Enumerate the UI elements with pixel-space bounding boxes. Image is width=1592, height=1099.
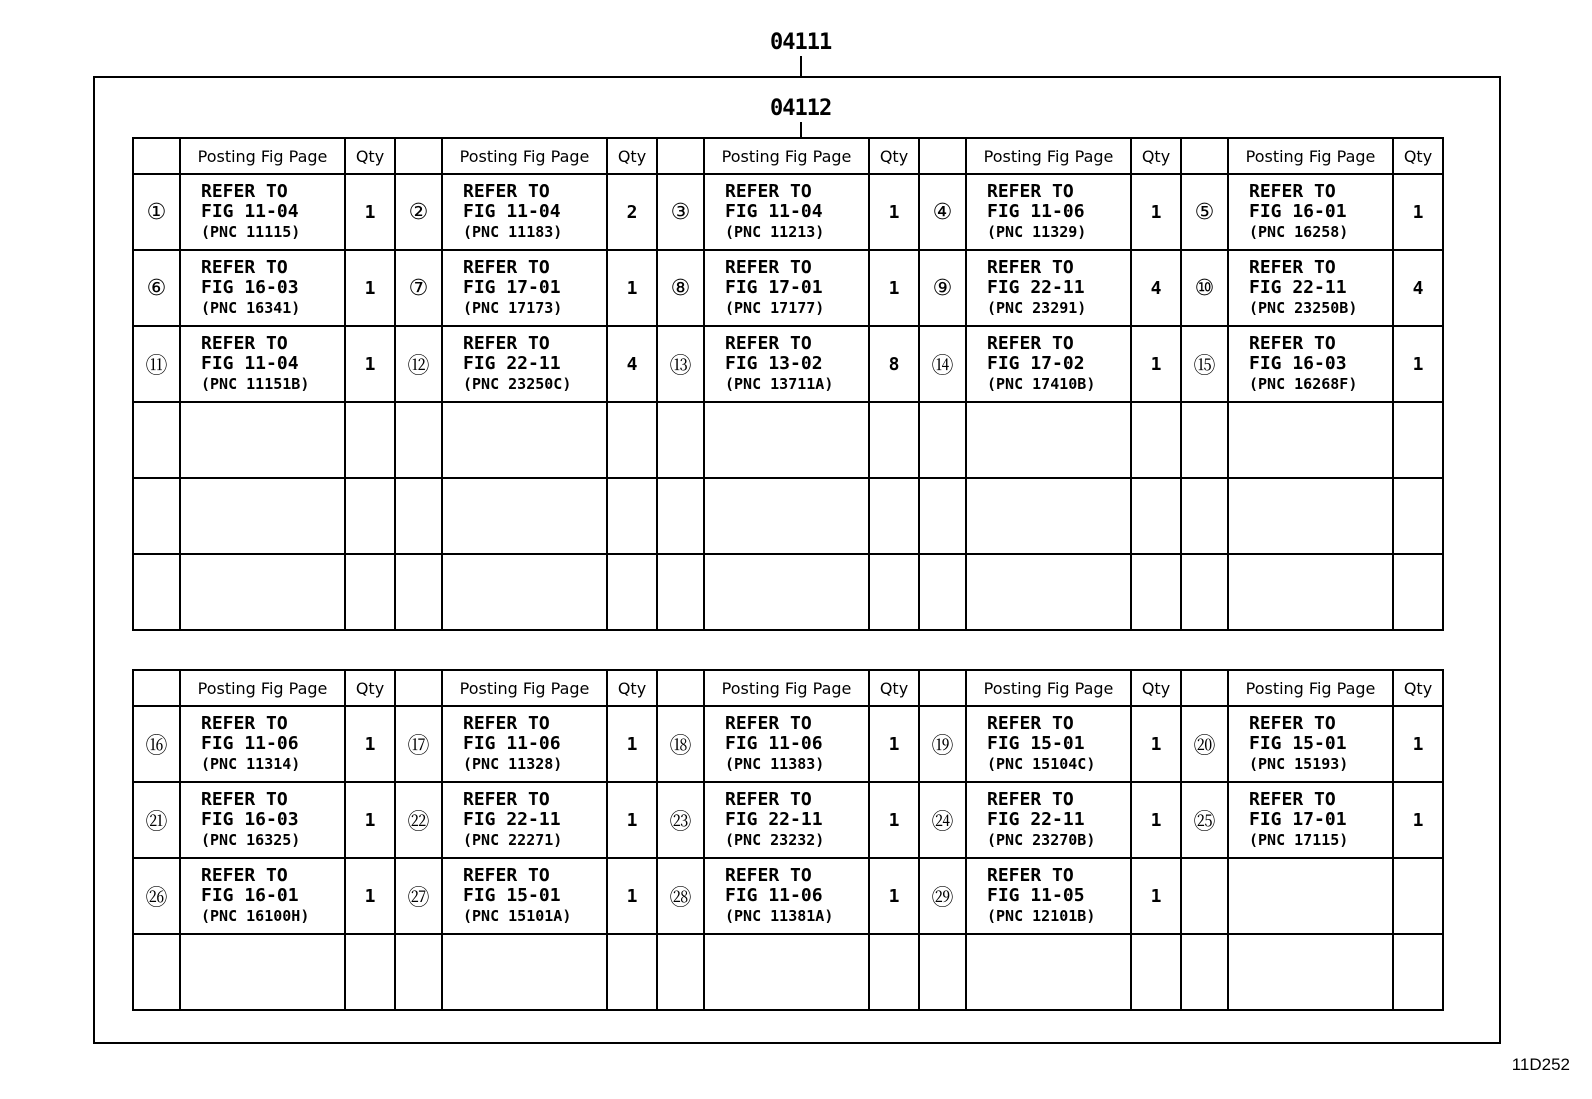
reference-cell bbox=[704, 782, 869, 858]
refer-to-text: REFER TO bbox=[463, 181, 550, 202]
header-number-cell bbox=[133, 138, 180, 174]
refer-to-text: REFER TO bbox=[1249, 181, 1336, 202]
qty-value: 1 bbox=[345, 858, 395, 934]
reference-cell bbox=[704, 478, 869, 554]
refer-to-text: REFER TO bbox=[1249, 333, 1336, 354]
refer-to-text: REFER TO bbox=[725, 257, 812, 278]
pnc-text: (PNC 16258) bbox=[1249, 223, 1349, 241]
reference-cell bbox=[966, 250, 1131, 326]
reference-cell bbox=[180, 934, 345, 1010]
reference-cell bbox=[180, 554, 345, 630]
refer-to-text: REFER TO bbox=[463, 257, 550, 278]
reference-cell bbox=[704, 174, 869, 250]
table-row bbox=[133, 782, 1443, 858]
header-number-cell bbox=[657, 138, 704, 174]
fig-page-text: FIG 22-11 bbox=[1249, 277, 1347, 298]
item-number: ㉑ bbox=[133, 782, 180, 858]
reference-cell bbox=[966, 554, 1131, 630]
refer-to-text: REFER TO bbox=[1249, 713, 1336, 734]
qty-value: 4 bbox=[1131, 250, 1181, 326]
item-number: ㉙ bbox=[919, 858, 966, 934]
table-row bbox=[133, 250, 1443, 326]
item-number bbox=[1181, 554, 1228, 630]
pnc-text: (PNC 11381A) bbox=[725, 907, 834, 925]
item-number bbox=[919, 554, 966, 630]
item-number bbox=[1181, 858, 1228, 934]
fig-page-text: FIG 16-03 bbox=[1249, 353, 1347, 374]
reference-cell bbox=[704, 858, 869, 934]
qty-value: 1 bbox=[869, 250, 919, 326]
pnc-text: (PNC 17173) bbox=[463, 299, 563, 317]
reference-cell bbox=[1228, 478, 1393, 554]
refer-to-text: REFER TO bbox=[201, 713, 288, 734]
item-number bbox=[133, 554, 180, 630]
pnc-text: (PNC 16268F) bbox=[1249, 375, 1358, 393]
pnc-text: (PNC 17410B) bbox=[987, 375, 1096, 393]
item-number: ㉒ bbox=[395, 782, 442, 858]
reference-cell bbox=[442, 858, 607, 934]
figure-code: 11D252 bbox=[1511, 1055, 1570, 1074]
reference-cell bbox=[966, 478, 1131, 554]
header-qty: Qty bbox=[1131, 138, 1181, 174]
fig-page-text: FIG 17-02 bbox=[987, 353, 1085, 374]
reference-cell bbox=[180, 174, 345, 250]
fig-page-text: FIG 11-04 bbox=[201, 201, 299, 222]
fig-page-text: FIG 16-03 bbox=[201, 277, 299, 298]
item-number: ⑧ bbox=[657, 250, 704, 326]
item-number: ㉖ bbox=[133, 858, 180, 934]
qty-value: 1 bbox=[1131, 174, 1181, 250]
pnc-text: (PNC 11314) bbox=[201, 755, 301, 773]
qty-value bbox=[345, 554, 395, 630]
qty-value bbox=[1131, 554, 1181, 630]
qty-value bbox=[1131, 478, 1181, 554]
refer-to-text: REFER TO bbox=[463, 333, 550, 354]
qty-value: 1 bbox=[607, 706, 657, 782]
pnc-text: (PNC 15101A) bbox=[463, 907, 572, 925]
header-qty: Qty bbox=[1393, 138, 1443, 174]
qty-value: 1 bbox=[1131, 706, 1181, 782]
fig-page-text: FIG 22-11 bbox=[725, 809, 823, 830]
fig-page-text: FIG 17-01 bbox=[725, 277, 823, 298]
header-qty: Qty bbox=[607, 670, 657, 706]
table-row bbox=[133, 706, 1443, 782]
reference-cell bbox=[1228, 402, 1393, 478]
item-number: ⑳ bbox=[1181, 706, 1228, 782]
item-number: ㉔ bbox=[919, 782, 966, 858]
item-number: ⑪ bbox=[133, 326, 180, 402]
reference-cell bbox=[966, 402, 1131, 478]
reference-cell bbox=[704, 326, 869, 402]
header-posting-fig-page: Posting Fig Page bbox=[704, 138, 869, 174]
reference-cell bbox=[1228, 326, 1393, 402]
header-qty: Qty bbox=[1393, 670, 1443, 706]
item-number bbox=[657, 554, 704, 630]
reference-cell bbox=[180, 402, 345, 478]
item-number: ⑩ bbox=[1181, 250, 1228, 326]
qty-value: 2 bbox=[607, 174, 657, 250]
item-number: ⑮ bbox=[1181, 326, 1228, 402]
table-row bbox=[133, 478, 1443, 554]
header-number-cell bbox=[919, 138, 966, 174]
reference-cell bbox=[966, 782, 1131, 858]
item-number bbox=[919, 478, 966, 554]
header-posting-fig-page: Posting Fig Page bbox=[1228, 670, 1393, 706]
header-number-cell bbox=[657, 670, 704, 706]
item-number: ㉗ bbox=[395, 858, 442, 934]
refer-to-text: REFER TO bbox=[1249, 257, 1336, 278]
header-qty: Qty bbox=[1131, 670, 1181, 706]
header-number-cell bbox=[395, 670, 442, 706]
item-number: ㉓ bbox=[657, 782, 704, 858]
item-number bbox=[657, 478, 704, 554]
fig-page-text: FIG 11-04 bbox=[725, 201, 823, 222]
item-number bbox=[395, 402, 442, 478]
fig-page-text: FIG 22-11 bbox=[463, 353, 561, 374]
assembly-label-04112: 04112 bbox=[770, 96, 832, 121]
item-number bbox=[395, 478, 442, 554]
refer-to-text: REFER TO bbox=[725, 789, 812, 810]
pnc-text: (PNC 22271) bbox=[463, 831, 563, 849]
reference-cell bbox=[704, 250, 869, 326]
header-qty: Qty bbox=[869, 138, 919, 174]
item-number: ㉘ bbox=[657, 858, 704, 934]
reference-cell bbox=[1228, 554, 1393, 630]
reference-cell bbox=[180, 478, 345, 554]
pnc-text: (PNC 16341) bbox=[201, 299, 301, 317]
pnc-text: (PNC 12101B) bbox=[987, 907, 1096, 925]
reference-cell bbox=[704, 706, 869, 782]
assembly-label-04111: 04111 bbox=[770, 30, 832, 55]
item-number: ㉕ bbox=[1181, 782, 1228, 858]
reference-cell bbox=[442, 478, 607, 554]
refer-to-text: REFER TO bbox=[201, 181, 288, 202]
pnc-text: (PNC 11328) bbox=[463, 755, 563, 773]
qty-value bbox=[869, 554, 919, 630]
qty-value: 1 bbox=[345, 174, 395, 250]
qty-value bbox=[345, 934, 395, 1010]
reference-cell bbox=[442, 554, 607, 630]
qty-value bbox=[607, 554, 657, 630]
item-number bbox=[1181, 934, 1228, 1010]
header-posting-fig-page: Posting Fig Page bbox=[442, 138, 607, 174]
reference-cell bbox=[1228, 250, 1393, 326]
table-row bbox=[133, 402, 1443, 478]
refer-to-text: REFER TO bbox=[987, 865, 1074, 886]
pnc-text: (PNC 11115) bbox=[201, 223, 301, 241]
header-posting-fig-page: Posting Fig Page bbox=[704, 670, 869, 706]
refer-to-text: REFER TO bbox=[725, 713, 812, 734]
header-posting-fig-page: Posting Fig Page bbox=[180, 138, 345, 174]
pnc-text: (PNC 17115) bbox=[1249, 831, 1349, 849]
reference-cell bbox=[966, 706, 1131, 782]
qty-value: 4 bbox=[607, 326, 657, 402]
pnc-text: (PNC 11213) bbox=[725, 223, 825, 241]
header-number-cell bbox=[1181, 138, 1228, 174]
pnc-text: (PNC 13711A) bbox=[725, 375, 834, 393]
pnc-text: (PNC 23250B) bbox=[1249, 299, 1358, 317]
qty-value bbox=[869, 934, 919, 1010]
qty-value: 1 bbox=[869, 174, 919, 250]
item-number: ⑰ bbox=[395, 706, 442, 782]
item-number: ② bbox=[395, 174, 442, 250]
fig-page-text: FIG 16-03 bbox=[201, 809, 299, 830]
fig-page-text: FIG 15-01 bbox=[987, 733, 1085, 754]
qty-value bbox=[607, 934, 657, 1010]
fig-page-text: FIG 22-11 bbox=[987, 277, 1085, 298]
pnc-text: (PNC 23232) bbox=[725, 831, 825, 849]
item-number bbox=[1181, 478, 1228, 554]
header-number-cell bbox=[1181, 670, 1228, 706]
pnc-text: (PNC 16325) bbox=[201, 831, 301, 849]
qty-value bbox=[1393, 478, 1443, 554]
item-number bbox=[395, 554, 442, 630]
header-posting-fig-page: Posting Fig Page bbox=[966, 670, 1131, 706]
refer-to-text: REFER TO bbox=[463, 713, 550, 734]
fig-page-text: FIG 17-01 bbox=[463, 277, 561, 298]
refer-to-text: REFER TO bbox=[201, 865, 288, 886]
qty-value bbox=[1393, 858, 1443, 934]
table-row bbox=[133, 554, 1443, 630]
fig-page-text: FIG 22-11 bbox=[463, 809, 561, 830]
qty-value: 1 bbox=[1393, 782, 1443, 858]
item-number: ⑲ bbox=[919, 706, 966, 782]
fig-page-text: FIG 15-01 bbox=[463, 885, 561, 906]
refer-to-text: REFER TO bbox=[987, 257, 1074, 278]
pnc-text: (PNC 23291) bbox=[987, 299, 1087, 317]
qty-value: 1 bbox=[345, 706, 395, 782]
refer-to-text: REFER TO bbox=[725, 181, 812, 202]
reference-cell bbox=[442, 934, 607, 1010]
reference-cell bbox=[966, 174, 1131, 250]
pnc-text: (PNC 11383) bbox=[725, 755, 825, 773]
header-qty: Qty bbox=[345, 138, 395, 174]
reference-table-2 bbox=[132, 669, 1444, 1011]
refer-to-text: REFER TO bbox=[201, 333, 288, 354]
item-number: ⑥ bbox=[133, 250, 180, 326]
reference-cell bbox=[1228, 782, 1393, 858]
reference-cell bbox=[442, 326, 607, 402]
header-number-cell bbox=[395, 138, 442, 174]
item-number: ⑯ bbox=[133, 706, 180, 782]
reference-cell bbox=[442, 402, 607, 478]
header-posting-fig-page: Posting Fig Page bbox=[1228, 138, 1393, 174]
reference-cell bbox=[704, 554, 869, 630]
qty-value: 1 bbox=[607, 782, 657, 858]
leader-line-top bbox=[800, 56, 802, 76]
pnc-text: (PNC 23250C) bbox=[463, 375, 572, 393]
refer-to-text: REFER TO bbox=[1249, 789, 1336, 810]
pnc-text: (PNC 15104C) bbox=[987, 755, 1096, 773]
item-number bbox=[133, 402, 180, 478]
qty-value: 1 bbox=[607, 858, 657, 934]
table-row bbox=[133, 934, 1443, 1010]
reference-table-1 bbox=[132, 137, 1444, 631]
qty-value bbox=[607, 478, 657, 554]
fig-page-text: FIG 16-01 bbox=[1249, 201, 1347, 222]
fig-page-text: FIG 11-06 bbox=[725, 733, 823, 754]
header-qty: Qty bbox=[607, 138, 657, 174]
refer-to-text: REFER TO bbox=[201, 789, 288, 810]
qty-value: 1 bbox=[345, 250, 395, 326]
item-number: ⑱ bbox=[657, 706, 704, 782]
reference-cell bbox=[1228, 706, 1393, 782]
header-posting-fig-page: Posting Fig Page bbox=[442, 670, 607, 706]
reference-cell bbox=[442, 782, 607, 858]
refer-to-text: REFER TO bbox=[987, 333, 1074, 354]
reference-cell bbox=[966, 858, 1131, 934]
qty-value: 1 bbox=[869, 706, 919, 782]
reference-cell bbox=[442, 250, 607, 326]
fig-page-text: FIG 13-02 bbox=[725, 353, 823, 374]
qty-value bbox=[1131, 402, 1181, 478]
reference-cell bbox=[442, 174, 607, 250]
reference-cell bbox=[1228, 858, 1393, 934]
reference-cell bbox=[180, 706, 345, 782]
item-number: ④ bbox=[919, 174, 966, 250]
item-number bbox=[133, 934, 180, 1010]
fig-page-text: FIG 11-05 bbox=[987, 885, 1085, 906]
refer-to-text: REFER TO bbox=[463, 865, 550, 886]
item-number: ⑫ bbox=[395, 326, 442, 402]
fig-page-text: FIG 11-04 bbox=[463, 201, 561, 222]
qty-value: 1 bbox=[1131, 326, 1181, 402]
item-number: ③ bbox=[657, 174, 704, 250]
reference-cell bbox=[966, 326, 1131, 402]
item-number: ⑨ bbox=[919, 250, 966, 326]
qty-value bbox=[1393, 554, 1443, 630]
header-posting-fig-page: Posting Fig Page bbox=[966, 138, 1131, 174]
pnc-text: (PNC 23270B) bbox=[987, 831, 1096, 849]
item-number: ⑦ bbox=[395, 250, 442, 326]
fig-page-text: FIG 11-06 bbox=[987, 201, 1085, 222]
reference-cell bbox=[180, 782, 345, 858]
qty-value: 8 bbox=[869, 326, 919, 402]
table-row bbox=[133, 326, 1443, 402]
qty-value: 1 bbox=[345, 782, 395, 858]
item-number bbox=[919, 934, 966, 1010]
reference-cell bbox=[180, 250, 345, 326]
reference-cell bbox=[1228, 174, 1393, 250]
qty-value: 1 bbox=[869, 858, 919, 934]
item-number bbox=[395, 934, 442, 1010]
qty-value bbox=[607, 402, 657, 478]
item-number bbox=[657, 934, 704, 1010]
reference-cell bbox=[704, 402, 869, 478]
pnc-text: (PNC 11151B) bbox=[201, 375, 310, 393]
table-row bbox=[133, 858, 1443, 934]
header-posting-fig-page: Posting Fig Page bbox=[180, 670, 345, 706]
qty-value bbox=[1393, 934, 1443, 1010]
header-number-cell bbox=[133, 670, 180, 706]
reference-cell bbox=[442, 706, 607, 782]
pnc-text: (PNC 17177) bbox=[725, 299, 825, 317]
qty-value: 1 bbox=[1393, 174, 1443, 250]
qty-value: 1 bbox=[1131, 858, 1181, 934]
qty-value: 1 bbox=[607, 250, 657, 326]
qty-value: 1 bbox=[345, 326, 395, 402]
fig-page-text: FIG 11-06 bbox=[463, 733, 561, 754]
fig-page-text: FIG 11-04 bbox=[201, 353, 299, 374]
refer-to-text: REFER TO bbox=[463, 789, 550, 810]
qty-value bbox=[869, 402, 919, 478]
refer-to-text: REFER TO bbox=[725, 865, 812, 886]
pnc-text: (PNC 15193) bbox=[1249, 755, 1349, 773]
refer-to-text: REFER TO bbox=[987, 181, 1074, 202]
fig-page-text: FIG 11-06 bbox=[201, 733, 299, 754]
leader-line-inner bbox=[800, 122, 802, 138]
item-number bbox=[919, 402, 966, 478]
qty-value bbox=[345, 402, 395, 478]
refer-to-text: REFER TO bbox=[987, 713, 1074, 734]
qty-value: 4 bbox=[1393, 250, 1443, 326]
qty-value bbox=[1393, 402, 1443, 478]
header-number-cell bbox=[919, 670, 966, 706]
fig-page-text: FIG 16-01 bbox=[201, 885, 299, 906]
qty-value: 1 bbox=[1131, 782, 1181, 858]
item-number: ⑤ bbox=[1181, 174, 1228, 250]
fig-page-text: FIG 15-01 bbox=[1249, 733, 1347, 754]
pnc-text: (PNC 16100H) bbox=[201, 907, 310, 925]
pnc-text: (PNC 11329) bbox=[987, 223, 1087, 241]
item-number bbox=[133, 478, 180, 554]
qty-value: 1 bbox=[1393, 706, 1443, 782]
header-qty: Qty bbox=[869, 670, 919, 706]
reference-cell bbox=[180, 858, 345, 934]
refer-to-text: REFER TO bbox=[201, 257, 288, 278]
item-number: ⑭ bbox=[919, 326, 966, 402]
refer-to-text: REFER TO bbox=[725, 333, 812, 354]
reference-cell bbox=[704, 934, 869, 1010]
item-number: ① bbox=[133, 174, 180, 250]
refer-to-text: REFER TO bbox=[987, 789, 1074, 810]
qty-value bbox=[869, 478, 919, 554]
fig-page-text: FIG 22-11 bbox=[987, 809, 1085, 830]
qty-value bbox=[345, 478, 395, 554]
item-number bbox=[1181, 402, 1228, 478]
reference-cell bbox=[1228, 934, 1393, 1010]
pnc-text: (PNC 11183) bbox=[463, 223, 563, 241]
qty-value: 1 bbox=[1393, 326, 1443, 402]
qty-value bbox=[1131, 934, 1181, 1010]
qty-value: 1 bbox=[869, 782, 919, 858]
header-qty: Qty bbox=[345, 670, 395, 706]
fig-page-text: FIG 11-06 bbox=[725, 885, 823, 906]
item-number: ⑬ bbox=[657, 326, 704, 402]
reference-cell bbox=[180, 326, 345, 402]
fig-page-text: FIG 17-01 bbox=[1249, 809, 1347, 830]
table-row bbox=[133, 174, 1443, 250]
reference-cell bbox=[966, 934, 1131, 1010]
item-number bbox=[657, 402, 704, 478]
